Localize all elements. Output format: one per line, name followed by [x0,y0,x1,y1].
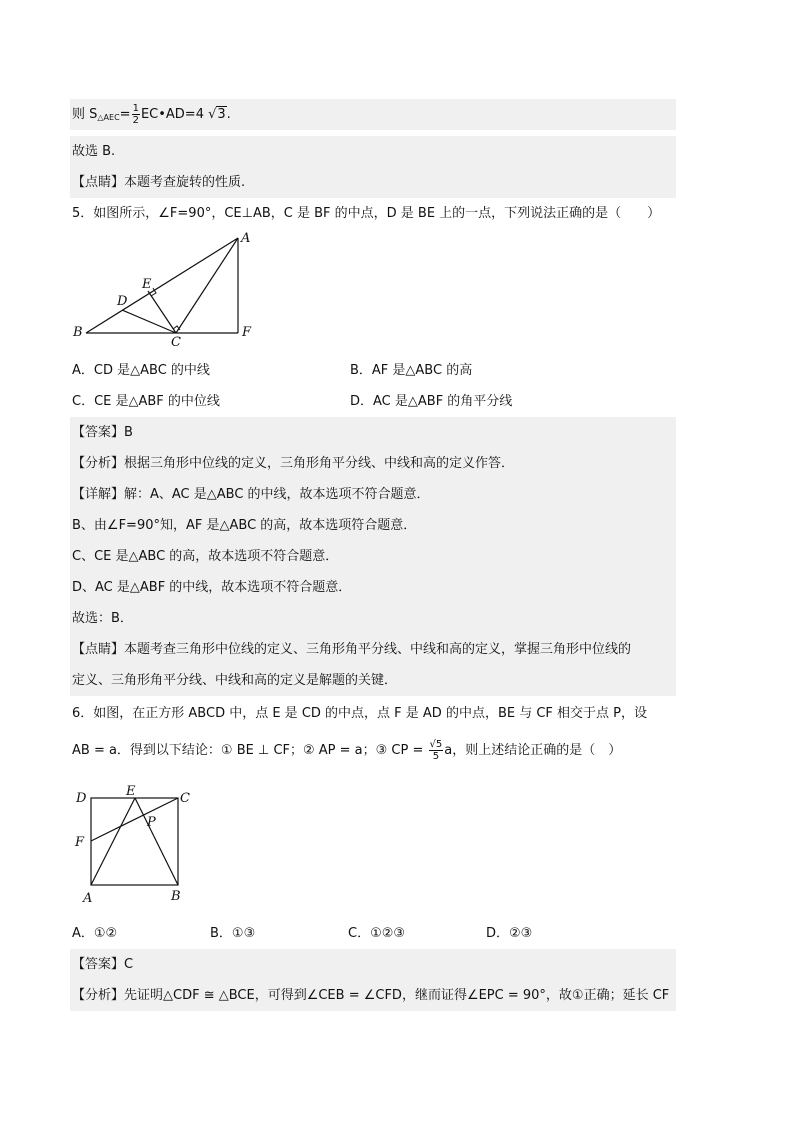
text: = [119,107,131,122]
q6-stem-line2 [70,734,676,768]
label-A: A [83,891,93,906]
text: a，则上述结论正确的是（ ） [444,743,622,758]
q5-stem: 5．如图所示，∠F=90°，CE⊥AB，C 是 BF 的中点，D 是 BE 上的一点，下列说法正确的是（ ） [72,206,661,221]
text: 则 S [72,107,98,122]
prev-conclusion: 故选 B. [70,136,676,167]
q6-analysis: 【分析】先证明△CDF ≅ △BCE，可得到∠CEB = ∠CFD，继而证得∠EPC = 90°，故①正确；延长 CF [70,980,676,1011]
label-P: P [147,815,156,830]
label-E: E [142,277,152,292]
label-F: F [242,325,252,340]
q5-figure [70,228,270,348]
denominator: 2 [132,115,139,126]
q5-detail-5: 故选：B． [70,603,676,634]
q5-detail-1: 【详解】解：A、AC 是△ABC 的中线，故本选项不符合题意． [70,479,676,510]
q6-option-c: C．①②③ [348,926,406,941]
prev-result-line: 则 $S_{\triangle AEC}=$ $\frac{1}{2}$ EC•AD=4 √3. [70,99,676,130]
prev-comment: 【点睛】本题考查旋转的性质. [70,167,676,198]
subscript: △AEC [97,113,120,122]
q6-stem: 6．如图，在正方形 ABCD 中，点 E 是 CD 的中点，点 F 是 AD 的中点，BE 与 CF 相交于点 P，设 [72,706,648,721]
q6-option-b: B．①③ [210,926,256,941]
numerator: √5 [429,739,443,750]
q5-option-c: C．CE 是△ABF 的中位线 [72,394,220,409]
q6-option-d: D．②③ [486,926,533,941]
label-C: C [180,791,190,806]
label-D: D [76,791,87,806]
q5-comment-2: 定义、三角形角平分线、中线和高的定义是解题的关键． [70,665,676,696]
radicand: 3 [217,107,226,122]
q6-option-a: A．①② [72,926,118,941]
q5-comment-1: 【点睛】本题考查三角形中位线的定义、三角形角平分线、中线和高的定义，掌握三角形中位线的 [70,634,676,665]
q6-answer: 【答案】C [70,949,676,980]
q5-detail-2: B、由∠F=90°知，AF 是△ABC 的高，故本选项符合题意． [70,510,676,541]
fraction [132,103,140,126]
label-E: E [126,784,136,799]
label-B: B [73,325,83,340]
q5-option-d: D．AC 是△ABF 的角平分线 [350,394,513,409]
label-D: D [117,294,128,309]
fraction [429,739,444,762]
label-F: F [75,835,85,850]
denominator: 5 [432,751,440,762]
label-B: B [171,889,181,904]
q5-option-b: B．AF 是△ABC 的高 [350,363,473,378]
q5-detail-4: D、AC 是△ABF 的中线，故本选项不符合题意． [70,572,676,603]
q5-analysis: 【分析】根据三角形中位线的定义，三角形角平分线、中线和高的定义作答． [70,448,676,479]
text: . [226,107,231,122]
label-A: A [241,231,251,246]
numerator: 1 [132,103,139,114]
label-C: C [171,335,181,348]
q5-answer: 【答案】B [70,417,676,448]
text: EC•AD=4 [140,107,204,122]
text: AB = a．得到以下结论：① BE ⊥ CF；② AP = a；③ CP = [72,743,424,758]
q5-option-a: A．CD 是△ABC 的中线 [72,363,210,378]
q6-figure [70,782,200,908]
q5-detail-3: C、CE 是△ABC 的高，故本选项不符合题意． [70,541,676,572]
